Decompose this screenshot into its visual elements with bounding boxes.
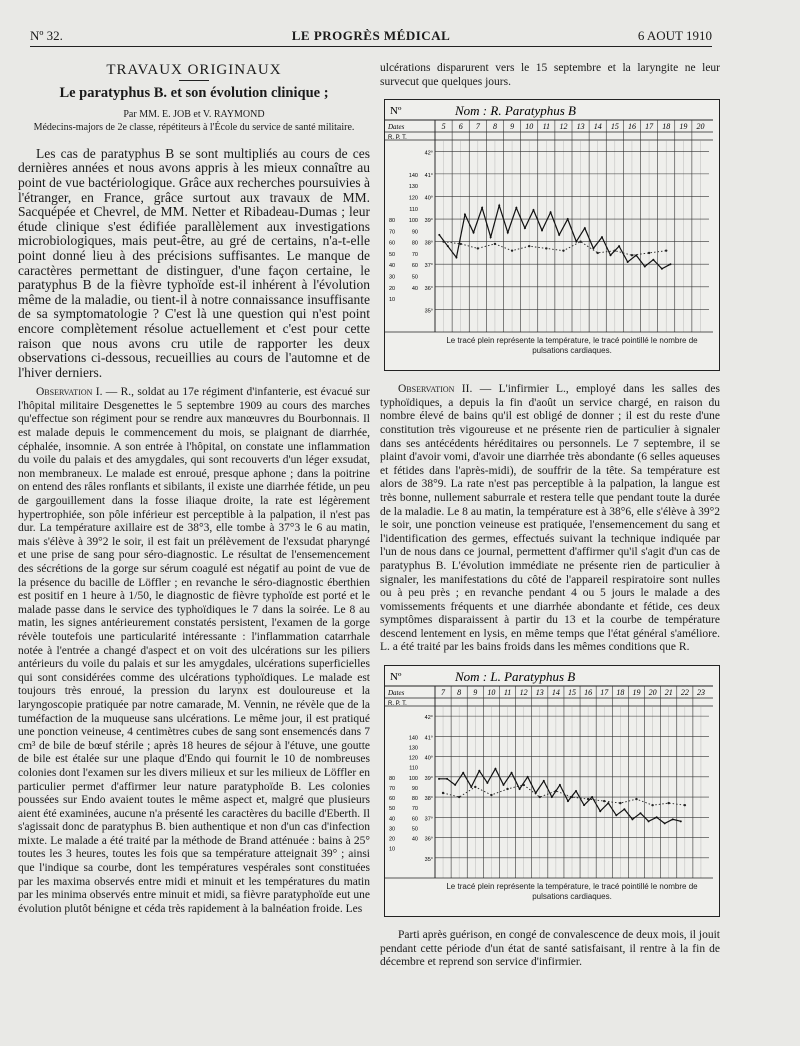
chart-temperature-point (462, 772, 464, 774)
chart-date-label: 16 (627, 122, 636, 132)
chart-temperature-point (511, 772, 513, 774)
chart-1-svg (385, 100, 713, 370)
chart-date-label: 14 (551, 688, 560, 698)
chart-date-label: 13 (576, 122, 585, 132)
chart-pulse-point (494, 243, 496, 245)
chart-pulse-point (511, 250, 513, 252)
chart-rpt-label: R. P. T. (388, 135, 407, 142)
chart-date-label: 10 (525, 122, 534, 132)
chart-temperature-point (455, 257, 457, 259)
chart-date-label: 19 (679, 122, 688, 132)
chart-date-label: 22 (680, 688, 689, 698)
chart-pulse-tick: 60 (411, 816, 418, 823)
chart-date-label: 7 (441, 688, 446, 698)
chart-pulse-point (506, 788, 508, 790)
chart-temperature-point (498, 205, 500, 207)
chart-resp-tick: 70 (389, 229, 396, 236)
chart-temperature-point (447, 245, 449, 247)
chart-pulse-point (596, 252, 598, 254)
chart-pulse-point (684, 804, 686, 806)
chart-pulse-point (545, 247, 547, 249)
chart-date-label: 19 (632, 688, 641, 698)
divider (179, 80, 209, 81)
chart-pulse-tick: 40 (411, 286, 418, 293)
chart-pulse-point (665, 250, 667, 252)
chart-pulse-tick: 90 (411, 786, 418, 793)
chart-resp-tick: 60 (389, 240, 396, 247)
observation-1-text: — R., soldat au 17e régiment d'infanterie, est évacué sur l'hôpital militaire Desgenettes le 5 septembre 1909 au cours des marches qu'effectue son régiment pour se rendre aux manœuvres du Bourbonnais. Il est malade depuis le commencement du mois, se plaignant de diarrhée, céphalée, insomnie. A son entrée à l'hôpital, on constate une inflammation du voile du palais et des amygdales, qui sont recouverts d'un léger exsudat, non membraneux. Le malade est enroué, presque aphone ; dans la poitrine on entend des râles ronflants et sibilants, il existe une diarrhée fétide, un peu de gargouillement dans la fosse iliaque droite, la rate est légèrement hypertrophiée, son pôle inférieur est perceptible à la palpation, il n'est pas dur. La température axillaire est de 38°3, elle tombe à 37°3 le 6 au matin, mais s'élève à 39°2 le soir, il est fait un prélèvement de l'exsudat pharyngé et une prise de sang pour séro-diagnostic. Le résultat de l'ensemencement des sécrétions de la gorge sur sérum coagulé est négatif au point de vue de la présence du bacille de Löffler ; en revanche le séro-diagnostic éberthien est positif en 1 heure à 1/50, le diagnostic de fièvre typhoïde est porté et le malade passe dans le service des typhoïdiques le 7 dans la soirée. Le 8 au matin, les signes antérieurement constatés persistent, l'examen de la gorge révèle toutefois une particularité intéressante : l'inflammation catarrhale notée à l'entrée a changé d'aspect et on voit des ulcérations sur les piliers antérieurs du voile du palais et sur les amygdales, ulcérations superficielles qui sont considérées comme des ulcérations typhoïdiques. Le malade est toujours très enroué, la pression du larynx est douloureuse et la laryngoscopie pratiquée par notre camarade, M. Vennin, ne révèle que de la tuméfaction de la muqueuse sans ulcérations. Le même jour, il est pratiqué une ponction veineuse, 4 centimètres cubes de sang sont ensemencés dans 7 cm³ de bile de bœuf stérile ; après 18 heures de séjour à l'étuve, une goutte de bile est étalée sur une plaque d'Endo qui fournit le 10 de nombreuses colonies dont l'examen sur les divers milieux et sur les milieux de Löffler en particulier permet d'affirmer leur nature paratyphoïde B. Les colonies poussées sur Endo avaient toutes le même aspect et, malgré que plusieurs aient été examinées, aucune n'a présenté les caractères du bacille d'Eberth. Il s'agissait donc de paratyphus B. bien authentique et non d'un cas d'infection mixte. Le malade a été traité par la méthode de Brand atténuée : bains à 25° toutes les 3 heures, toutes les fois que sa température atteignait 39° ; ainsi que l'indique sa courbe, dont les températures vespérales sont constituées par les maxima observés entre midi et minuit et les températures du matin par les minima observés entre minuit et midi, sa fièvre paratyphoïde eut une évolution plutôt bénigne et céda très rapidement à la balnéation froide. Les (18, 386, 370, 915)
chart-temperature-point (652, 259, 654, 261)
chart-temp-tick: 37° (424, 263, 433, 270)
chart-pulse-tick: 130 (408, 184, 418, 191)
chart-temperature-point (494, 768, 496, 770)
chart-pulse-point (459, 243, 461, 245)
chart-resp-tick: 80 (389, 775, 396, 782)
chart-resp-tick: 40 (389, 263, 396, 270)
journal-title: LE PROGRÈS MÉDICAL (291, 28, 451, 43)
observation-1-label: Observation I. (36, 386, 103, 399)
chart-date-label: 13 (535, 688, 544, 698)
chart-pulse-point (539, 796, 541, 798)
chart-temperature-point (503, 784, 505, 786)
chart-temperature-point (567, 800, 569, 802)
chart-pulse-point (635, 798, 637, 800)
chart-date-label: 8 (457, 688, 462, 698)
chart-temperature-point (607, 802, 609, 804)
section-heading: TRAVAUX ORIGINAUX (106, 62, 282, 78)
chart-temp-tick: 40° (424, 755, 433, 762)
chart-rpt-label: R. P. T. (388, 701, 407, 708)
observation-2-paragraph (380, 383, 720, 655)
chart-date-label: 10 (487, 688, 496, 698)
chart-date-label: 14 (593, 122, 602, 132)
chart-temperature-point (664, 822, 666, 824)
article-affiliation: Médecins-majors de 2e classe, répétiteurs à l'École du service de santé militaire. (33, 121, 355, 133)
chart-pulse-tick: 140 (408, 173, 418, 180)
chart-temperature-point (599, 810, 601, 812)
continuation-paragraph: ulcérations disparurent vers le 15 septembre et la laryngite ne leur survecut que quelques jours. (380, 62, 720, 88)
chart-pulse-tick: 100 (408, 775, 418, 782)
chart-pulse-point (528, 245, 530, 247)
chart-pulse-point (603, 800, 605, 802)
chart-date-label: 8 (492, 122, 497, 132)
chart-date-label: 18 (662, 122, 671, 132)
chart-date-label: 12 (519, 688, 528, 698)
chart-temperature-point (591, 796, 593, 798)
chart-pulse-tick: 120 (408, 195, 418, 202)
chart-temperature-point (656, 816, 658, 818)
chart-temperature-point (532, 209, 534, 211)
left-column (18, 62, 370, 922)
chart-temperature-point (541, 230, 543, 232)
chart-pulse-point (668, 802, 670, 804)
chart-pulse-tick: 110 (409, 765, 418, 772)
chart-temperature-point (601, 236, 603, 238)
chart-temp-tick: 38° (424, 796, 433, 803)
observation-1-paragraph (18, 386, 370, 916)
page-header (30, 28, 712, 47)
chart-pulse-tick: 80 (411, 796, 418, 803)
chart-pulse-point (651, 804, 653, 806)
chart-temperature-point (543, 780, 545, 782)
chart-date-label: 17 (600, 688, 609, 698)
chart-caption: Le tracé plein représente la température, le tracé pointillé le nombre de pulsations cardiaques. (446, 336, 698, 356)
chart-temperature-point (454, 784, 456, 786)
chart-caption-container (445, 336, 699, 368)
chart-date-label: 9 (473, 688, 478, 698)
chart-date-label: 5 (441, 122, 446, 132)
chart-patient-name: Nom : L. Paratyphus B (455, 669, 576, 685)
chart-temperature-point (575, 241, 577, 243)
chart-pulse-point (587, 798, 589, 800)
chart-temperature-point (551, 796, 553, 798)
chart-temp-tick: 42° (424, 715, 433, 722)
chart-pulse-tick: 50 (411, 826, 418, 833)
chart-date-label: 23 (696, 688, 705, 698)
chart-number-label: Nº (390, 671, 402, 684)
chart-temp-tick: 36° (424, 286, 433, 293)
chart-date-label: 18 (616, 688, 625, 698)
chart-temperature-point (507, 232, 509, 234)
chart-date-label: 9 (510, 122, 515, 132)
issue-date: 6 AOUT 1910 (637, 28, 712, 43)
chart-caption: Le tracé plein représente la température, le tracé pointillé le nombre de pulsations cardiaques. (446, 882, 698, 902)
intro-paragraph: Les cas de paratyphus B se sont multipliés au cours de ces dernières années et nous avons appris à les mieux connaître au point de vue bactériologique. Grâce aux recherches poursuivies à l'étranger, en France, grâce surtout aux travaux de MM. Sacquépée et Chevrel, de MM. Netter et Ribadeau-Dumas ; leur étude clinique s'est édifiée parallèlement aux investigations microbiologiques, mais peut-être, au gré de certains, n'a-t-elle point donné lieu à des précisions suffisantes. Le manque de caractères permettant de distinguer, d'une façon certaine, le paratyphus B de la fièvre typhoïde est-il inhérent à l'évolution même de la maladie, ou tient-il à notre connaissance insuffisante de sa symptomatologie ? C'est là une question qui n'est point encore complètement résolue actuellement et c'est pour cette raison que nous avons cru utile de rapporter les deux observations ci-dessous, recueillies au cours de l'automne et de l'hiver derniers. (18, 145, 370, 380)
chart-temperature-point (575, 790, 577, 792)
chart-pulse-tick: 70 (411, 252, 418, 259)
chart-resp-tick: 20 (389, 836, 396, 843)
chart-temperature-point (470, 786, 472, 788)
chart-pulse-point (474, 786, 476, 788)
chart-temperature-point (648, 820, 650, 822)
chart-temperature-point (481, 207, 483, 209)
chart-date-label: 16 (584, 688, 593, 698)
chart-patient-name: Nom : R. Paratyphus B (455, 103, 576, 119)
chart-pulse-point (490, 794, 492, 796)
chart-pulse-point (477, 247, 479, 249)
chart-date-label: 17 (645, 122, 654, 132)
chart-temp-tick: 35° (424, 308, 433, 315)
chart-temp-tick: 39° (424, 775, 433, 782)
chart-temperature-point (519, 788, 521, 790)
chart-temperature-point (672, 818, 674, 820)
chart-pulse-point (614, 250, 616, 252)
chart-resp-tick: 50 (389, 806, 396, 813)
chart-date-label: 7 (475, 122, 480, 132)
chart-temperature-point (464, 214, 466, 216)
right-column (380, 62, 720, 976)
chart-resp-tick: 80 (389, 218, 396, 225)
temperature-chart-1 (384, 99, 720, 371)
chart-resp-tick: 30 (389, 826, 396, 833)
chart-date-label: 11 (503, 688, 512, 698)
chart-caption-container (445, 882, 699, 914)
temperature-chart-2 (384, 665, 720, 917)
chart-resp-tick: 30 (389, 274, 396, 281)
chart-temp-tick: 38° (424, 240, 433, 247)
chart-temperature-point (527, 776, 529, 778)
chart-pulse-tick: 40 (411, 836, 418, 843)
chart-pulse-tick: 120 (408, 755, 418, 762)
chart-2-svg (385, 666, 713, 916)
chart-pulse-tick: 100 (408, 218, 418, 225)
chart-date-label: 20 (696, 122, 705, 132)
chart-resp-tick: 10 (389, 846, 396, 853)
chart-pulse-point (579, 241, 581, 243)
chart-temperature-point (524, 227, 526, 229)
chart-pulse-tick: 80 (411, 240, 418, 247)
chart-pulse-point (562, 250, 564, 252)
chart-dates-label: Dates (388, 123, 405, 132)
observation-2-label: Observation II. (398, 383, 473, 396)
chart-temperature-point (610, 254, 612, 256)
chart-date-label: 12 (559, 122, 568, 132)
chart-temperature-point (644, 266, 646, 268)
chart-pulse-tick: 130 (408, 745, 418, 752)
chart-temperature-point (486, 782, 488, 784)
chart-temperature-point (592, 248, 594, 250)
chart-pulse-tick: 110 (409, 206, 418, 213)
chart-temperature-point (438, 778, 440, 780)
chart-pulse-point (458, 796, 460, 798)
chart-number-label: Nº (390, 105, 402, 118)
chart-resp-tick: 40 (389, 816, 396, 823)
chart-temperature-point (558, 234, 560, 236)
chart-date-label: 21 (664, 688, 673, 698)
chart-temperature-point (478, 770, 480, 772)
chart-pulse-point (522, 784, 524, 786)
chart-temperature-point (627, 261, 629, 263)
chart-temperature-point (550, 211, 552, 213)
chart-temperature-point (584, 227, 586, 229)
chart-temperature-point (615, 814, 617, 816)
chart-pulse-tick: 60 (411, 263, 418, 270)
article-authors: Par MM. E. JOB et V. RAYMOND (123, 109, 265, 121)
chart-pulse-tick: 90 (411, 229, 418, 236)
article-title: Le paratyphus B. et son évolution clinique ; (59, 84, 329, 101)
chart-temp-tick: 39° (424, 218, 433, 225)
chart-temperature-point (583, 804, 585, 806)
chart-temperature-point (473, 232, 475, 234)
chart-resp-tick: 70 (389, 786, 396, 793)
chart-dates-label: Dates (388, 689, 405, 698)
chart-temp-tick: 36° (424, 836, 433, 843)
chart-pulse-tick: 140 (408, 735, 418, 742)
chart-temperature-point (490, 236, 492, 238)
chart-pulse-tick: 50 (411, 274, 418, 281)
chart-temperature-point (669, 263, 671, 265)
chart-temperature-point (567, 218, 569, 220)
chart-pulse-point (442, 792, 444, 794)
page-number: Nº 32. (30, 28, 63, 43)
chart-temp-tick: 41° (424, 173, 433, 180)
chart-temp-tick: 35° (424, 856, 433, 863)
chart-pulse-point (442, 241, 444, 243)
chart-temperature-point (680, 820, 682, 822)
chart-pulse-point (571, 796, 573, 798)
chart-temp-tick: 41° (424, 735, 433, 742)
chart-temperature-point (618, 245, 620, 247)
chart-temperature-point (446, 778, 448, 780)
chart-date-label: 15 (568, 688, 576, 698)
chart-resp-tick: 50 (389, 252, 396, 259)
chart-temperature-point (640, 812, 642, 814)
chart-temperature-point (559, 784, 561, 786)
chart-temperature-point (661, 268, 663, 270)
final-paragraph: Parti après guérison, en congé de convalescence de deux mois, il jouit pendant cette période d'un état de santé satisfaisant, il rentre à la fin de décembre et reprend son service d'infirmier. (380, 929, 720, 969)
chart-date-label: 15 (610, 122, 619, 132)
chart-temperature-point (515, 207, 517, 209)
observation-2-text: — L'infirmier L., employé dans les salles des typhoïdiques, a depuis la fin d'août un service chargé, en raison du nombre élevé de bains qu'il est obligé de donner ; il est du reste d'une constitution très vigoureuse et ne présente rien de particulier à signaler dans ses antécédents héréditaires ou personnels. Le 7 septembre, il se plaint d'avoir vomi, d'avoir une diarrhée très abondante (6 selles aqueuses et fétides dans l'après-midi), de souffrir de la tête. Sa température est alors de 38°9. La rate n'est pas perceptible à la palpation, la langue est très bonne, nullement saburrale et restera telle que pendant toute la durée de la maladie. Le 8 au matin, la température est à 38°6, elle s'élève à 39°2 le soir, une ponction veineuse est pratiquée, l'ensemencement du sang et l'identification des germes, effectués suivant la technique indiquée par l'un de nous dans ce journal, permettent d'affirmer qu'il s'agit d'un cas de paratyphus B. L'évolution immédiate ne présente rien de particulier à signaler, les manifestations du côté de l'appareil respiratoire sont nulles ou à peu près ; en revanche pendant 4 ou 5 jours le malade a des vomissements fréquents et une diarrhée abondante et fétide, ces deux symptômes disparaissent à partir du 13 et la courbe de température descend lentement en lysis, en même temps que l'état général s'améliore. L. a été traité par les bains froids dans les mêmes conditions que R. (380, 383, 721, 654)
chart-pulse-point (631, 254, 633, 256)
chart-date-label: 20 (648, 688, 657, 698)
chart-temp-tick: 40° (424, 195, 433, 202)
chart-date-label: 11 (542, 122, 551, 132)
chart-date-label: 6 (458, 122, 463, 132)
chart-temp-tick: 37° (424, 816, 433, 823)
chart-temperature-point (623, 808, 625, 810)
chart-resp-tick: 60 (389, 796, 396, 803)
chart-pulse-point (555, 790, 557, 792)
chart-pulse-point (619, 802, 621, 804)
chart-resp-tick: 10 (389, 297, 396, 304)
chart-pulse-point (648, 252, 650, 254)
chart-temperature-point (438, 234, 440, 236)
chart-resp-tick: 20 (389, 286, 396, 293)
chart-pulse-tick: 70 (411, 806, 418, 813)
chart-temp-tick: 42° (424, 150, 433, 157)
chart-temperature-point (631, 818, 633, 820)
